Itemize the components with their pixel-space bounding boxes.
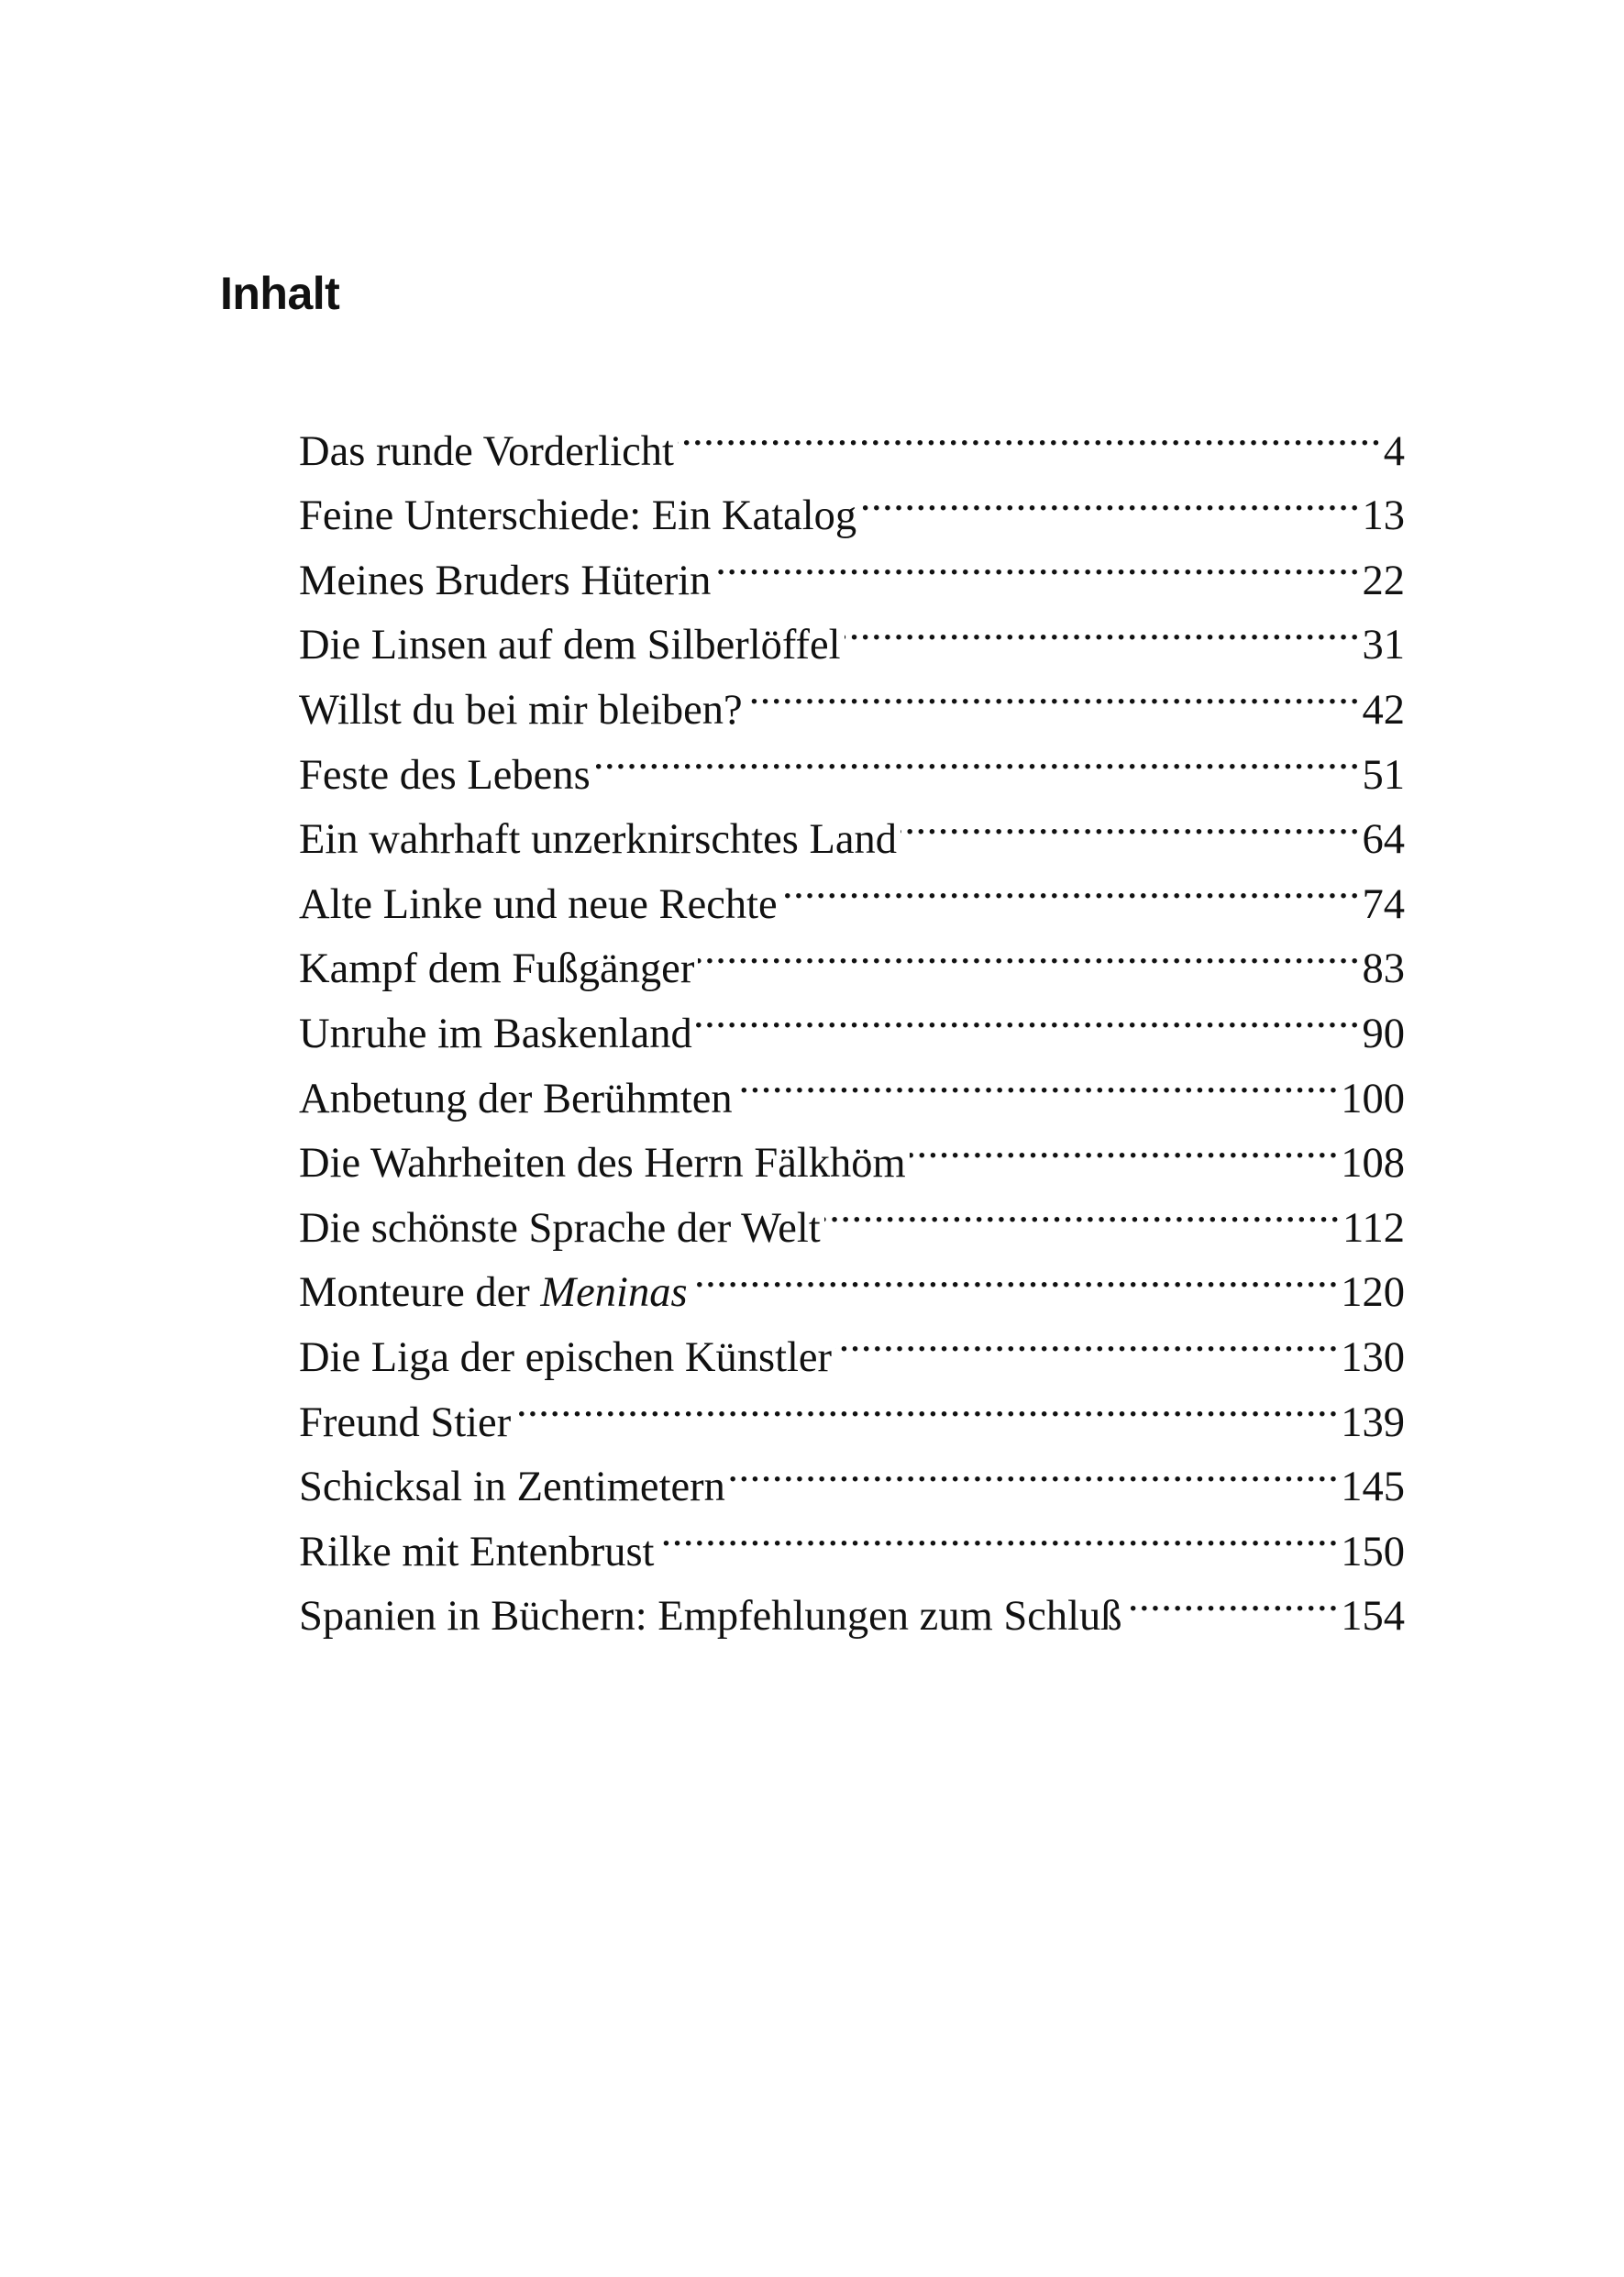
dot-leader <box>691 1242 1340 1307</box>
toc-entry-page: 64 <box>1362 816 1405 864</box>
dot-leader <box>698 918 1360 983</box>
toc-entry-page: 83 <box>1362 945 1405 993</box>
toc-entry-title: Meines Bruders Hüterin <box>299 557 712 604</box>
dot-leader <box>1126 1565 1340 1630</box>
dot-leader <box>845 594 1361 659</box>
dot-leader <box>594 724 1361 789</box>
toc-entry-title: Schicksal in Zentimetern <box>299 1464 725 1511</box>
dot-leader <box>900 789 1360 854</box>
toc-entry-title: Die Wahrheiten des Herrn Fälkhöm <box>299 1140 906 1188</box>
toc-entry-page: 130 <box>1341 1333 1405 1381</box>
toc-entry <box>299 400 1405 475</box>
toc-entry-page: 100 <box>1341 1075 1405 1122</box>
toc-entry-page: 74 <box>1362 880 1405 928</box>
toc-entry-page: 145 <box>1341 1464 1405 1511</box>
toc-entry-page: 120 <box>1341 1269 1405 1317</box>
toc-entry-page: 112 <box>1342 1204 1405 1252</box>
toc-entry-page: 150 <box>1341 1528 1405 1575</box>
dot-leader <box>746 658 1361 724</box>
toc-entry-title: Alte Linke und neue Rechte <box>299 880 778 928</box>
toc-entry-title: Kampf dem Fußgänger <box>299 945 695 993</box>
dot-leader <box>835 1306 1339 1371</box>
dot-leader <box>514 1371 1339 1436</box>
table-of-contents <box>299 400 1405 1641</box>
dot-leader <box>860 465 1360 530</box>
toc-entry-page: 90 <box>1362 1010 1405 1057</box>
dot-leader <box>910 1112 1340 1177</box>
toc-entry-title: Rilke mit Entenbrust <box>299 1528 655 1575</box>
toc-entry-page: 108 <box>1341 1140 1405 1188</box>
toc-entry-title: Ein wahrhaft unzerknirschtes Land <box>299 816 898 864</box>
dot-leader <box>696 982 1361 1047</box>
toc-entry-title: Unruhe im Baskenland <box>299 1010 692 1057</box>
dot-leader <box>729 1436 1339 1501</box>
dot-leader <box>714 529 1360 594</box>
toc-heading: Inhalt <box>220 268 340 319</box>
toc-entry-title-roman: Monteure der <box>299 1269 530 1317</box>
toc-entry-title: Die Linsen auf dem Silberlöffel <box>299 622 841 669</box>
toc-entry-title: Spanien in Büchern: Empfehlungen zum Schluß <box>299 1593 1122 1641</box>
dot-leader <box>678 400 1382 465</box>
dot-leader <box>781 853 1361 918</box>
dot-leader <box>657 1500 1339 1565</box>
toc-entry-title-italic: Meninas <box>540 1269 688 1317</box>
toc-entry-page: 13 <box>1362 492 1405 540</box>
toc-entry-page: 139 <box>1341 1398 1405 1446</box>
toc-entry-page: 42 <box>1362 686 1405 734</box>
dot-leader <box>736 1047 1340 1112</box>
dot-leader <box>824 1177 1341 1242</box>
toc-entry-title: Das runde Vorderlicht <box>299 427 674 475</box>
toc-entry-title <box>299 1261 691 1326</box>
toc-entry-page: 31 <box>1362 622 1405 669</box>
toc-entry-page: 154 <box>1341 1593 1405 1641</box>
toc-entry-title: Feste des Lebens <box>299 751 591 799</box>
toc-entry-title: Anbetung der Berühmten <box>299 1075 733 1122</box>
toc-entry-title: Feine Unterschiede: Ein Katalog <box>299 492 857 540</box>
toc-entry-title: Freund Stier <box>299 1398 512 1446</box>
toc-entry-page: 51 <box>1362 751 1405 799</box>
toc-entry-title: Die schönste Sprache der Welt <box>299 1204 821 1252</box>
toc-entry-page: 22 <box>1362 557 1405 604</box>
toc-entry-title: Willst du bei mir bleiben? <box>299 686 743 734</box>
toc-entry-page: 4 <box>1383 427 1405 475</box>
toc-entry-title: Die Liga der epischen Künstler <box>299 1333 833 1381</box>
